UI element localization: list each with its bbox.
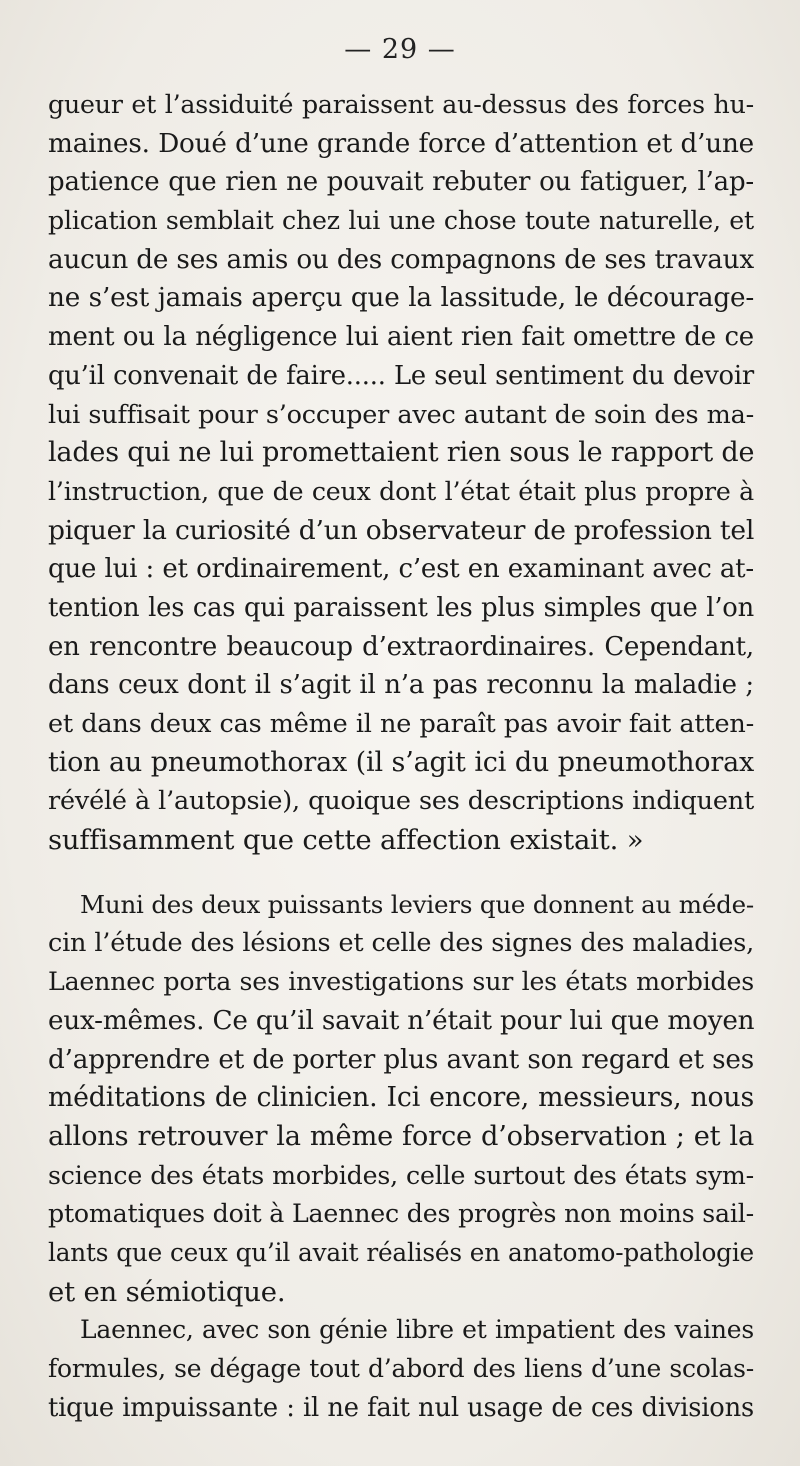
paragraph-3 <box>48 1311 754 1427</box>
text-line: et en sémiotique. <box>48 1275 286 1308</box>
text-line: ment ou la négligence lui aient rien fait omettre de ce <box>48 322 754 353</box>
text-line: et dans deux cas même il ne paraît pas avoir fait atten- <box>48 709 754 739</box>
text-line: patience que rien ne pouvait rebuter ou fatiguer, l’ap- <box>48 167 754 198</box>
text-line: tique impuissante : il ne fait nul usage de ces divisions <box>48 1392 754 1423</box>
text-line: Muni des deux puissants leviers que donnent au méde- <box>80 889 754 919</box>
page-number: — 29 — <box>344 34 456 65</box>
text-line: l’instruction, que de ceux dont l’état était plus propre à <box>48 476 754 506</box>
text-line: lades qui ne lui promettaient rien sous le rapport de <box>48 437 755 469</box>
text-line: en rencontre beaucoup d’extraordinaires. Cependant, <box>48 631 754 662</box>
text-line: suffisamment que cette affection existait. » <box>48 824 644 857</box>
text-line: tion au pneumothorax (il s’agit ici du pneumothorax <box>48 746 754 778</box>
body-text <box>48 86 754 1427</box>
text-line: formules, se dégage tout d’abord des liens d’une scolas- <box>48 1354 754 1383</box>
text-line: piquer la curiosité d’un observateur de profession tel <box>48 514 755 546</box>
text-line: d’apprendre et de porter plus avant son regard et ses <box>48 1044 754 1075</box>
paragraph-1 <box>48 86 754 860</box>
text-line: qu’il convenait de faire..... Le seul sentiment du devoir <box>48 360 754 391</box>
text-line: dans ceux dont il s’agit il n’a pas reconnu la maladie ; <box>48 670 754 701</box>
text-line: Laennec porta ses investigations sur les états morbides <box>48 967 754 997</box>
text-line: ne s’est jamais aperçu que la lassitude, le décourage- <box>48 283 754 314</box>
text-line: Laennec, avec son génie libre et impatient des vaines <box>80 1315 754 1345</box>
text-line: gueur et l’assiduité paraissent au-dessus des forces hu- <box>48 90 754 119</box>
text-line: révélé à l’autopsie), quoique ses descriptions indiquent <box>48 786 754 817</box>
text-line: lui suffisait pour s’occuper avec autant de soin des ma- <box>48 399 754 430</box>
text-line: tention les cas qui paraissent les plus simples que l’on <box>48 592 754 623</box>
text-line: cin l’étude des lésions et celle des signes des maladies, <box>48 928 754 959</box>
text-line: maines. Doué d’une grande force d’attention et d’une <box>48 128 754 159</box>
paragraph-spacer <box>48 860 754 886</box>
text-line: que lui : et ordinairement, c’est en examinant avec at- <box>48 554 754 585</box>
text-line: méditations de clinicien. Ici encore, messieurs, nous <box>48 1082 754 1114</box>
text-line: science des états morbides, celle surtout des états sym- <box>48 1160 754 1190</box>
text-line: eux-mêmes. Ce qu’il savait n’était pour lui que moyen <box>48 1005 755 1036</box>
text-line: ptomatiques doit à Laennec des progrès non moins sail- <box>48 1199 754 1229</box>
paragraph-2 <box>48 886 754 1312</box>
text-line: allons retrouver la même force d’observation ; et la <box>48 1120 754 1152</box>
text-line: lants que ceux qu’il avait réalisés en anatomo-pathologie <box>48 1237 754 1267</box>
text-line: plication semblait chez lui une chose toute naturelle, et <box>48 206 754 236</box>
text-line: aucun de ses amis ou des compagnons de ses travaux <box>48 244 754 275</box>
